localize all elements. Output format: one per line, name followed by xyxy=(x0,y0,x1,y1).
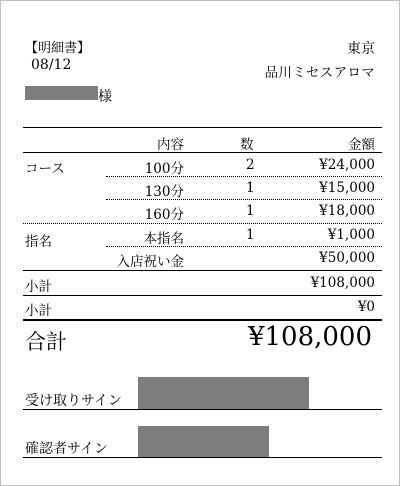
total-label: 合計 xyxy=(25,330,67,354)
shop-name: 品川ミセスアロマ xyxy=(264,65,375,81)
line-item-name: 本指名 xyxy=(143,231,184,247)
subtotal-rule xyxy=(23,270,382,271)
redacted-signature xyxy=(138,426,269,458)
row-divider xyxy=(106,176,382,177)
total-amount: ¥108,000 xyxy=(247,322,372,352)
line-item-name: 160分 xyxy=(144,207,184,223)
signature-line xyxy=(23,457,382,458)
section-label-nomination: 指名 xyxy=(25,234,52,250)
honorific: 様 xyxy=(98,89,112,105)
subtotal-amount: ¥108,000 xyxy=(310,275,375,291)
column-header-amount: 金額 xyxy=(348,137,375,153)
section-label-course: コース xyxy=(25,161,65,177)
row-divider xyxy=(106,199,382,200)
line-item-name: 入店祝い金 xyxy=(116,254,184,270)
document-title: 【明細書】 xyxy=(25,41,91,56)
line-item-amount: ¥15,000 xyxy=(319,180,375,196)
subtotal-label: 小計 xyxy=(25,279,52,295)
redacted-signature xyxy=(138,377,309,410)
column-header-qty: 数 xyxy=(240,137,254,153)
line-item-name: 100分 xyxy=(144,161,184,177)
signature-line xyxy=(23,409,382,410)
subtotal-label: 小計 xyxy=(25,303,52,319)
total-rule xyxy=(23,319,382,321)
confirmer-signature-label: 確認者サイン xyxy=(25,441,109,457)
subtotal-rule xyxy=(23,295,382,296)
section-divider xyxy=(23,223,382,224)
line-item-name: 130分 xyxy=(144,184,184,200)
line-item-qty: 1 xyxy=(246,227,255,243)
line-item-qty: 1 xyxy=(246,180,255,196)
subtotal-amount: ¥0 xyxy=(357,299,375,315)
table-top-rule xyxy=(23,127,382,128)
line-item-qty: 1 xyxy=(246,203,255,219)
redacted-customer-name xyxy=(25,86,98,100)
column-header-content: 内容 xyxy=(157,137,184,153)
city: 東京 xyxy=(347,41,375,57)
date: 08/12 xyxy=(31,57,72,73)
line-item-amount: ¥50,000 xyxy=(319,250,375,266)
table-header-rule xyxy=(23,152,382,153)
row-divider xyxy=(106,246,382,247)
line-item-amount: ¥1,000 xyxy=(327,227,375,243)
line-item-amount: ¥18,000 xyxy=(319,203,375,219)
receiver-signature-label: 受け取りサイン xyxy=(25,393,123,409)
line-item-qty: 2 xyxy=(246,157,255,173)
line-item-amount: ¥24,000 xyxy=(319,157,375,173)
